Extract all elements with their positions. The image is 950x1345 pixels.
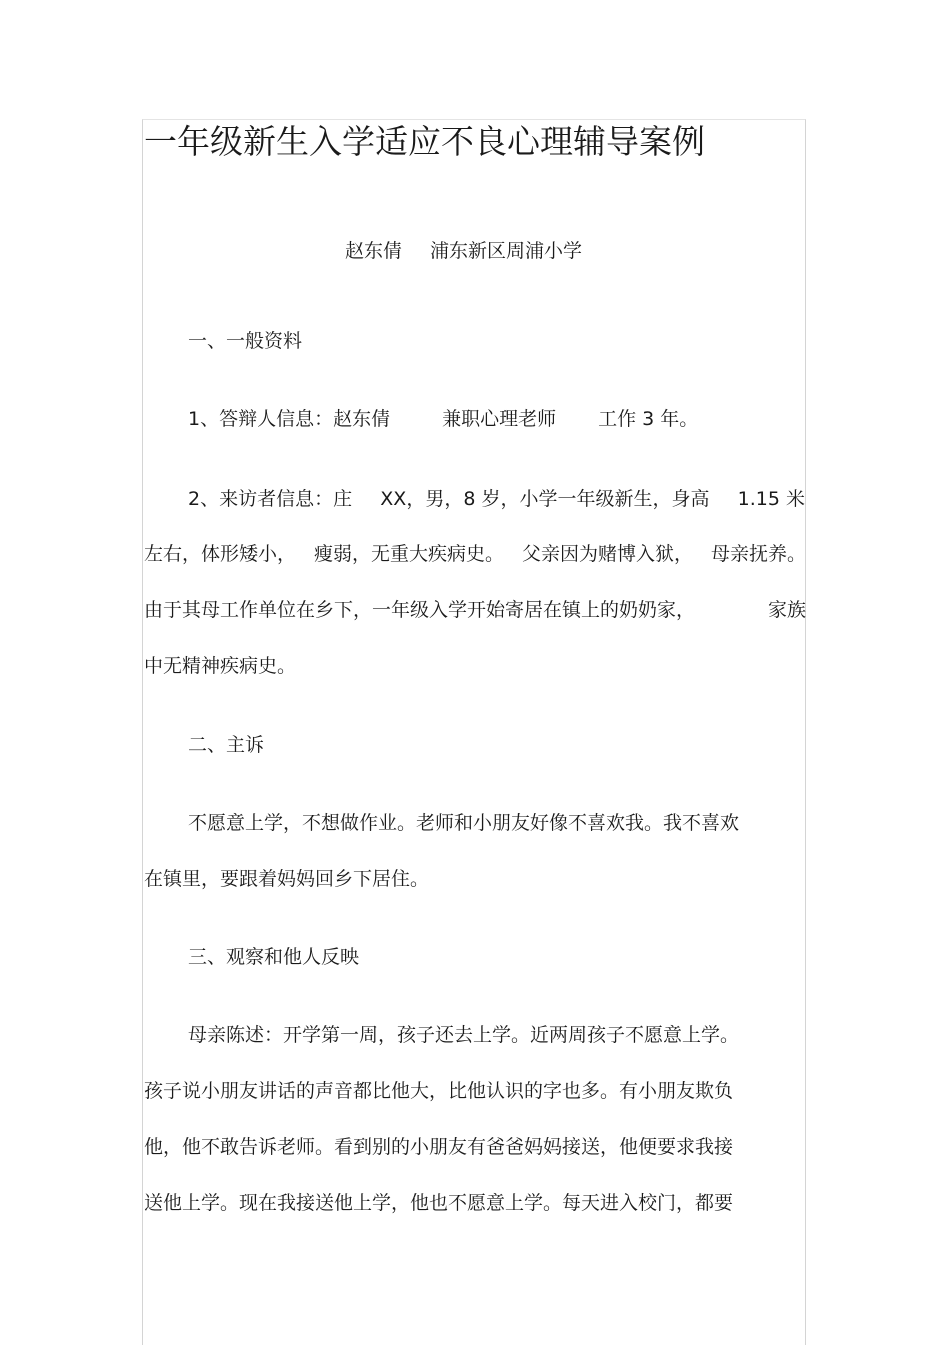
respondent-info — [188, 406, 698, 432]
author-line — [345, 238, 582, 264]
respondent-role: 兼职心理老师 — [442, 408, 557, 430]
school-name: 浦东新区周浦小学 — [430, 240, 583, 262]
document-title: 一年级新生入学适应不良心理辅导案例 — [144, 122, 705, 161]
respondent-years: 工作 3 年。 — [598, 408, 699, 430]
observation-line-1: 母亲陈述：开学第一周，孩子还去上学。近两周孩子不愿意上学。 — [188, 1024, 740, 1046]
visitor-line1-c: 1.15 米 — [737, 488, 805, 510]
section-heading-observation: 三、观察和他人反映 — [188, 946, 360, 968]
visitor-line3-b: 家族 — [767, 599, 806, 621]
observation-line-3: 他，他不敢告诉老师。看到别的小朋友有爸爸妈妈接送，他便要求我接 — [144, 1136, 734, 1158]
visitor-line2-c: 父亲因为赌博入狱， — [521, 543, 693, 565]
section-heading-complaint: 二、主诉 — [188, 734, 265, 756]
observation-line-2: 孩子说小朋友讲话的声音都比他大，比他认识的字也多。有小朋友欺负 — [144, 1080, 734, 1102]
complaint-line-1: 不愿意上学，不想做作业。老师和小朋友好像不喜欢我。我不喜欢 — [188, 812, 740, 834]
visitor-line1-b: XX，男，8 岁，小学一年级新生，身高 — [380, 488, 710, 510]
section-heading-general: 一、一般资料 — [188, 330, 303, 352]
observation-line-4: 送他上学。现在我接送他上学，他也不愿意上学。每天进入校门，都要 — [144, 1192, 734, 1214]
complaint-line-2: 在镇里，要跟着妈妈回乡下居住。 — [144, 868, 430, 890]
visitor-info-line-2 — [144, 541, 806, 567]
author-name: 赵东倩 — [345, 240, 403, 262]
visitor-line2-d: 母亲抚养。 — [710, 543, 806, 565]
visitor-info-line-4: 中无精神疾病史。 — [144, 655, 297, 677]
visitor-info-line-3 — [144, 597, 806, 623]
visitor-line2-b: 瘦弱，无重大疾病史。 — [313, 543, 504, 565]
visitor-line2-a: 左右，体形矮小， — [144, 543, 297, 565]
respondent-label: 1、答辩人信息：赵东倩 — [188, 408, 391, 430]
visitor-line3-a: 由于其母工作单位在乡下，一年级入学开始寄居在镇上的奶奶家， — [144, 599, 696, 621]
visitor-info-line-1 — [188, 486, 805, 512]
visitor-line1-a: 2、来访者信息：庄 — [188, 488, 353, 510]
